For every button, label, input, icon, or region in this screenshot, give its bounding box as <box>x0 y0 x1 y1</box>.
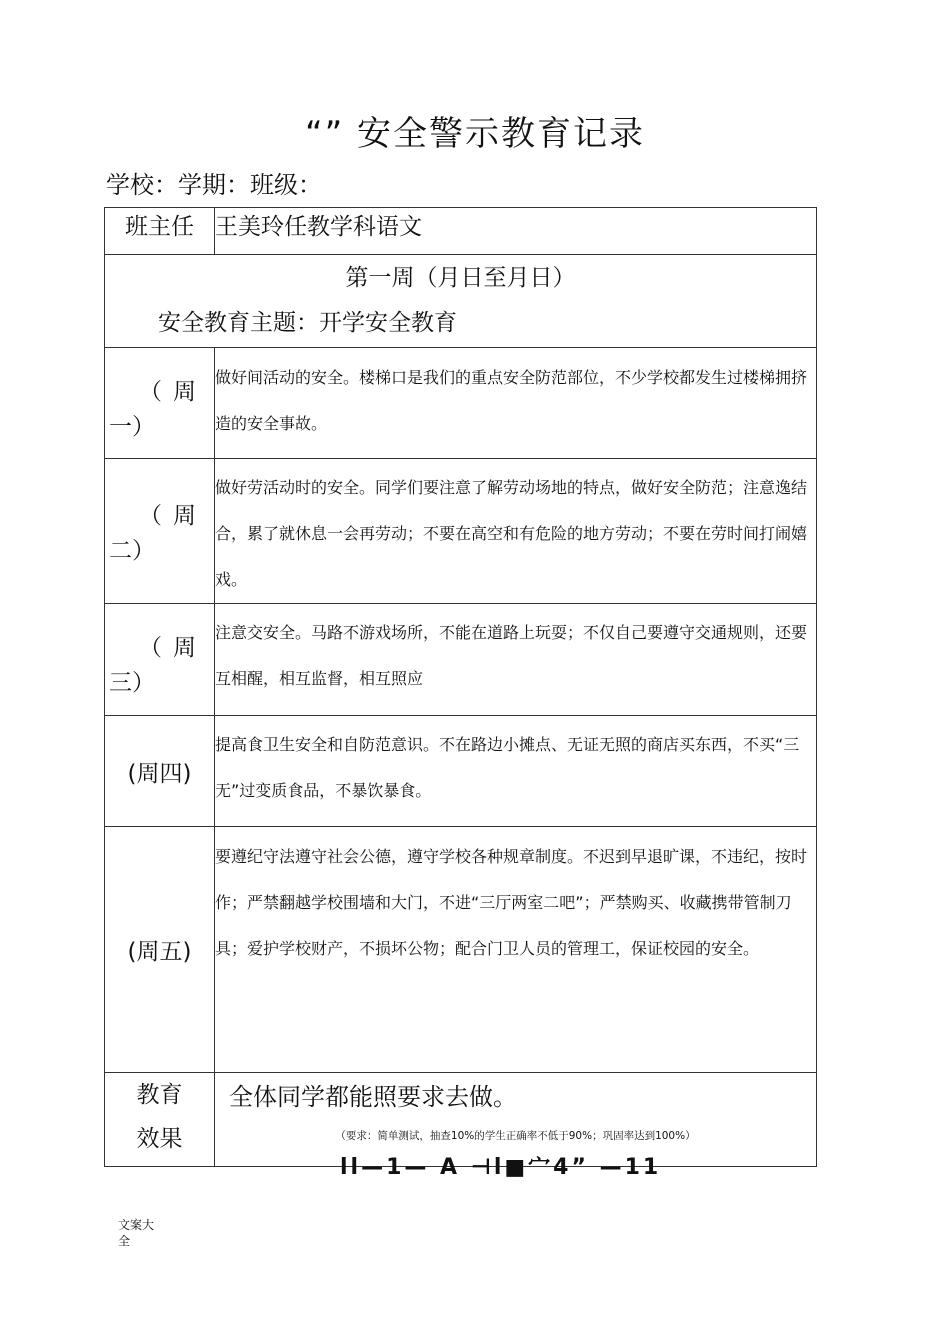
document-title: “” 安全警示教育记录 <box>304 114 646 154</box>
week-topic: 安全教育主题：开学安全教育 <box>158 310 457 336</box>
day-label-thu: (周四) <box>105 716 215 827</box>
day-row-wed <box>105 604 817 716</box>
day-label-wed <box>105 604 215 716</box>
effect-label-1: 教育 <box>136 1082 183 1108</box>
day-wed-num: 三） <box>109 670 155 696</box>
head-row <box>105 208 817 255</box>
effect-label-2: 效果 <box>136 1126 183 1152</box>
day-mon-num: 一） <box>109 414 155 440</box>
head-teacher-label: 班主任 <box>105 208 215 255</box>
day-fri-text: 要遵纪守法遵守社会公德，遵守学校各种规章制度。不迟到早退旷课，不违纪，按时作；严禁翻越学校围墙和大门，不进“三厅两室二吧”；严禁购买、收藏携带管制刀具；爱护学校财产，不损坏公物；配合门卫人员的管理工，保证校园的安全。 <box>215 827 817 1073</box>
day-tue-num: 二） <box>109 538 155 564</box>
week-cell <box>105 255 817 348</box>
week-line: 第一周（月日至月日） <box>345 265 576 291</box>
day-label-mon <box>105 348 215 459</box>
day-mon-zhou: 周 <box>173 379 196 405</box>
effect-requirement-note: （要求：简单测试，抽查10%的学生正确率不低于90%；巩固率达到100%） <box>335 1130 696 1142</box>
footer-watermark: 文案大全 <box>118 1218 155 1248</box>
day-label-tue <box>105 459 215 604</box>
effect-label <box>105 1073 215 1167</box>
day-row-mon <box>105 348 817 459</box>
garbled-text-fragment: ll—1— A ⊣l■宀4” —11 <box>340 1155 662 1180</box>
head-teacher-value: 王美玲任教学科语文 <box>215 208 817 255</box>
week-row <box>105 255 817 348</box>
day-tue-zhou: 周 <box>173 503 196 529</box>
day-row-fri <box>105 827 817 1073</box>
day-label-fri: (周五) <box>105 827 215 1073</box>
day-mon-text: 做好间活动的安全。楼梯口是我们的重点安全防范部位，不少学校都发生过楼梯拥挤造的安全事故。 <box>215 348 817 459</box>
day-wed-paren: （ <box>139 635 162 661</box>
day-wed-text: 注意交安全。马路不游戏场所，不能在道路上玩耍；不仅自己要遵守交通规则，还要互相醒，相互监督，相互照应 <box>215 604 817 716</box>
day-thu-text: 提高食卫生安全和自防范意识。不在路边小摊点、无证无照的商店买东西，不买“三无”过变质食品，不暴饮暴食。 <box>215 716 817 827</box>
day-wed-zhou: 周 <box>173 635 196 661</box>
day-tue-text: 做好劳活动时的安全。同学们要注意了解劳动场地的特点，做好安全防范；注意逸结合，累了就休息一会再劳动；不要在高空和有危险的地方劳动；不要在劳时间打闹嬉戏。 <box>215 459 817 604</box>
day-tue-paren: （ <box>139 503 162 529</box>
school-term-class-line: 学校：学期：班级： <box>106 171 322 199</box>
day-mon-paren: （ <box>139 379 162 405</box>
day-row-thu <box>105 716 817 827</box>
effect-main-text: 全体同学都能照要求去做。 <box>229 1083 517 1111</box>
day-row-tue <box>105 459 817 604</box>
